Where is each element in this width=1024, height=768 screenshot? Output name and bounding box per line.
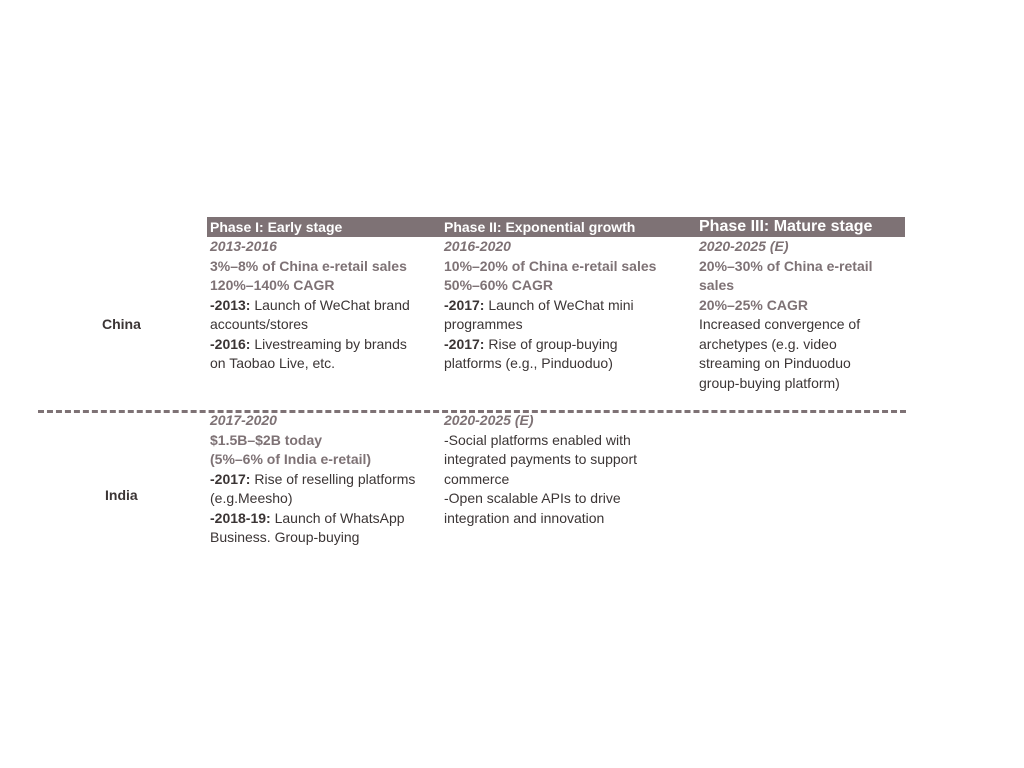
event-year: -2017: [444,335,485,352]
event-text: Rise of reselling platforms [250,470,416,487]
metric-text: 50%–60% CAGR [444,277,553,293]
china-phase-2-cell [444,237,656,374]
body-text: archetypes (e.g. video [699,335,837,352]
metric-text: 20%–30% of China e-retail [699,257,873,274]
body-text: -Open scalable APIs to drive [444,490,621,506]
event-text-cont: programmes [444,316,523,332]
event-text: Launch of WeChat mini [484,296,634,313]
event-year: -2018-19: [210,509,271,526]
event-text-cont: platforms (e.g., Pinduoduo) [444,355,613,371]
years-label: 2020-2025 (E) [444,412,534,428]
event-text: Livestreaming by brands [250,335,407,352]
metric-text: (5%–6% of India e-retail) [210,451,372,467]
phase-2-header: Phase II: Exponential growth [444,219,636,235]
row-label-china: China [102,316,141,332]
india-phase-2-cell [444,411,637,528]
event-item [444,335,656,355]
event-text: Launch of WhatsApp [270,509,405,526]
metric-text: 3%–8% of China e-retail sales [210,257,407,274]
event-item [210,296,410,316]
body-text: group-buying platform) [699,374,840,391]
phase-1-header: Phase I: Early stage [210,219,343,235]
event-year: -2017: [210,470,251,487]
metric-text: $1.5B–$2B today [210,431,323,448]
metric-text: 120%–140% CAGR [210,277,335,293]
event-text-cont: Business. Group-buying [210,529,360,545]
event-year: -2017: [444,296,485,313]
event-text-cont: (e.g.Meesho) [210,490,293,506]
event-year: -2016: [210,335,251,352]
india-phase-1-cell [210,411,415,548]
event-item [210,470,415,490]
years-label: 2016-2020 [444,238,511,254]
row-label-india: India [105,487,138,503]
event-text: Rise of group-buying [484,335,618,352]
metric-text: sales [699,277,735,293]
years-label: 2017-2020 [210,412,277,428]
event-item [210,335,410,355]
event-text-cont: accounts/stores [210,316,309,332]
body-text: integrated payments to support [444,451,638,467]
body-text: commerce [444,470,510,487]
phase-3-header: Phase III: Mature stage [699,218,873,235]
event-item [210,509,415,529]
years-label: 2013-2016 [210,238,277,254]
event-item [444,296,656,316]
event-year: -2013: [210,296,251,313]
metric-text: 20%–25% CAGR [699,296,808,313]
china-phase-3-cell [699,237,873,393]
body-text: -Social platforms enabled with [444,431,631,448]
body-text: streaming on Pinduoduo [699,355,851,371]
body-text: Increased convergence of [699,316,861,332]
body-text: integration and innovation [444,509,605,526]
event-text-cont: on Taobao Live, etc. [210,355,336,371]
china-phase-1-cell [210,237,410,374]
years-label: 2020-2025 (E) [699,238,789,254]
metric-text: 10%–20% of China e-retail sales [444,257,657,274]
event-text: Launch of WeChat brand [250,296,410,313]
